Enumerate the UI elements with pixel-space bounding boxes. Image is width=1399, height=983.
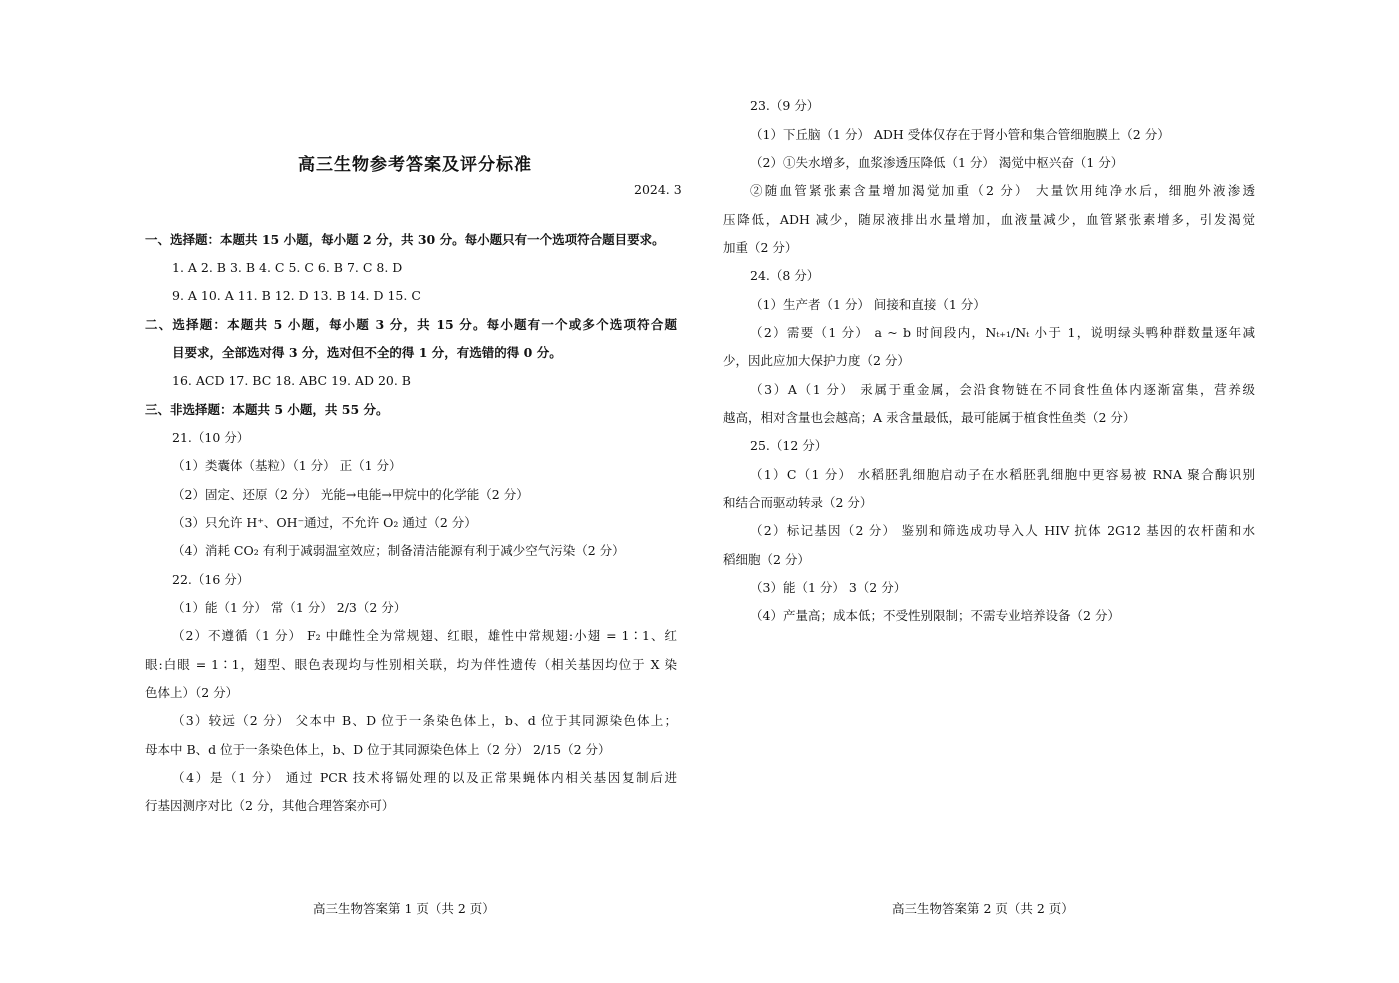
answer-row-16-20: 16. ACD 17. BC 18. ABC 19. AD 20. B bbox=[172, 373, 411, 388]
answer-line: （2）需要（1 分） a ~ b 时间段内，Nₜ₊₁/Nₜ 小于 1，说明绿头鸭种群数量逐年减 bbox=[750, 325, 1255, 340]
question-22-heading: 22.（16 分） bbox=[172, 572, 250, 587]
answer-line: 色体上）（2 分） bbox=[145, 685, 239, 700]
page-title: 高三生物参考答案及评分标准 bbox=[298, 155, 532, 175]
exam-date: 2024. 3 bbox=[634, 182, 682, 197]
answer-line: 和结合而驱动转录（2 分） bbox=[723, 495, 873, 510]
answer-line: （1）类囊体（基粒）（1 分） 正（1 分） bbox=[172, 458, 402, 473]
answer-line: 稻细胞（2 分） bbox=[723, 552, 810, 567]
answer-line: （1）能（1 分） 常（1 分） 2/3（2 分） bbox=[172, 600, 407, 615]
answer-line: （2）标记基因（2 分） 鉴别和筛选成功导入人 HIV 抗体 2G12 基因的农杆菌和水 bbox=[750, 523, 1255, 538]
answer-line: （4）消耗 CO₂ 有利于减弱温室效应；制备清洁能源有利于减少空气污染（2 分） bbox=[172, 543, 625, 558]
answer-line: 母本中 B、d 位于一条染色体上，b、D 位于其同源染色体上（2 分） 2/15（2 分） bbox=[145, 742, 611, 757]
answer-line: 少，因此应加大保护力度（2 分） bbox=[723, 353, 910, 368]
answer-line: （4）产量高；成本低；不受性别限制；不需专业培养设备（2 分） bbox=[750, 608, 1120, 623]
answer-row-9-15: 9. A 10. A 11. B 12. D 13. B 14. D 15. C bbox=[172, 288, 421, 303]
section-3-heading: 三、非选择题：本题共 5 小题，共 55 分。 bbox=[145, 402, 389, 417]
answer-line: （3）A（1 分） 汞属于重金属，会沿食物链在不同食性鱼体内逐渐富集，营养级 bbox=[750, 382, 1255, 397]
answer-line: 眼:白眼 = 1∶1，翅型、眼色表现均与性别相关联，均为伴性遗传（相关基因均位于 X 染 bbox=[145, 657, 677, 672]
answer-line: （1）生产者（1 分） 间接和直接（1 分） bbox=[750, 297, 986, 312]
answer-line: ②随血管紧张素含量增加渴觉加重（2 分） 大量饮用纯净水后，细胞外液渗透 bbox=[750, 183, 1255, 198]
answer-line: 压降低，ADH 减少，随尿液排出水量增加，血液量减少，血管紧张素增多，引发渴觉 bbox=[723, 212, 1255, 227]
question-21-heading: 21.（10 分） bbox=[172, 430, 250, 445]
answer-line: （2）固定、还原（2 分） 光能→电能→甲烷中的化学能（2 分） bbox=[172, 487, 529, 502]
answer-line: （1）C（1 分） 水稻胚乳细胞启动子在水稻胚乳细胞中更容易被 RNA 聚合酶识别 bbox=[750, 467, 1255, 482]
question-24-heading: 24.（8 分） bbox=[750, 268, 820, 283]
answer-row-1-8: 1. A 2. B 3. B 4. C 5. C 6. B 7. C 8. D bbox=[172, 260, 403, 275]
question-25-heading: 25.（12 分） bbox=[750, 438, 828, 453]
answer-line: 行基因测序对比（2 分，其他合理答案亦可） bbox=[145, 798, 395, 813]
page-1-footer: 高三生物答案第 1 页（共 2 页） bbox=[313, 901, 495, 916]
answer-line: （3）只允许 H⁺、OH⁻通过，不允许 O₂ 通过（2 分） bbox=[172, 515, 477, 530]
section-1-heading: 一、选择题：本题共 15 小题，每小题 2 分，共 30 分。每小题只有一个选项符合题目要求。 bbox=[145, 232, 665, 247]
answer-line: （2）不遵循（1 分） F₂ 中雌性全为常规翅、红眼，雄性中常规翅:小翅 = 1∶1、红 bbox=[172, 628, 677, 643]
answer-line: （2）①失水增多，血浆渗透压降低（1 分） 渴觉中枢兴奋（1 分） bbox=[750, 155, 1124, 170]
page-2-footer: 高三生物答案第 2 页（共 2 页） bbox=[892, 901, 1074, 916]
answer-line: （3）能（1 分） 3（2 分） bbox=[750, 580, 907, 595]
answer-line: 越高，相对含量也会越高；A 汞含量最低，最可能属于植食性鱼类（2 分） bbox=[723, 410, 1136, 425]
answer-line: 加重（2 分） bbox=[723, 240, 798, 255]
question-23-heading: 23.（9 分） bbox=[750, 98, 820, 113]
section-2-heading-cont: 目要求，全部选对得 3 分，选对但不全的得 1 分，有选错的得 0 分。 bbox=[172, 345, 562, 360]
answer-line: （1）下丘脑（1 分） ADH 受体仅存在于肾小管和集合管细胞膜上（2 分） bbox=[750, 127, 1170, 142]
answer-line: （4）是（1 分） 通过 PCR 技术将镉处理的以及正常果蝇体内相关基因复制后进 bbox=[172, 770, 677, 785]
answer-line: （3）较远（2 分） 父本中 B、D 位于一条染色体上，b、d 位于其同源染色体上； bbox=[172, 713, 677, 728]
section-2-heading: 二、选择题：本题共 5 小题，每小题 3 分，共 15 分。每小题有一个或多个选项符合题 bbox=[145, 317, 677, 332]
